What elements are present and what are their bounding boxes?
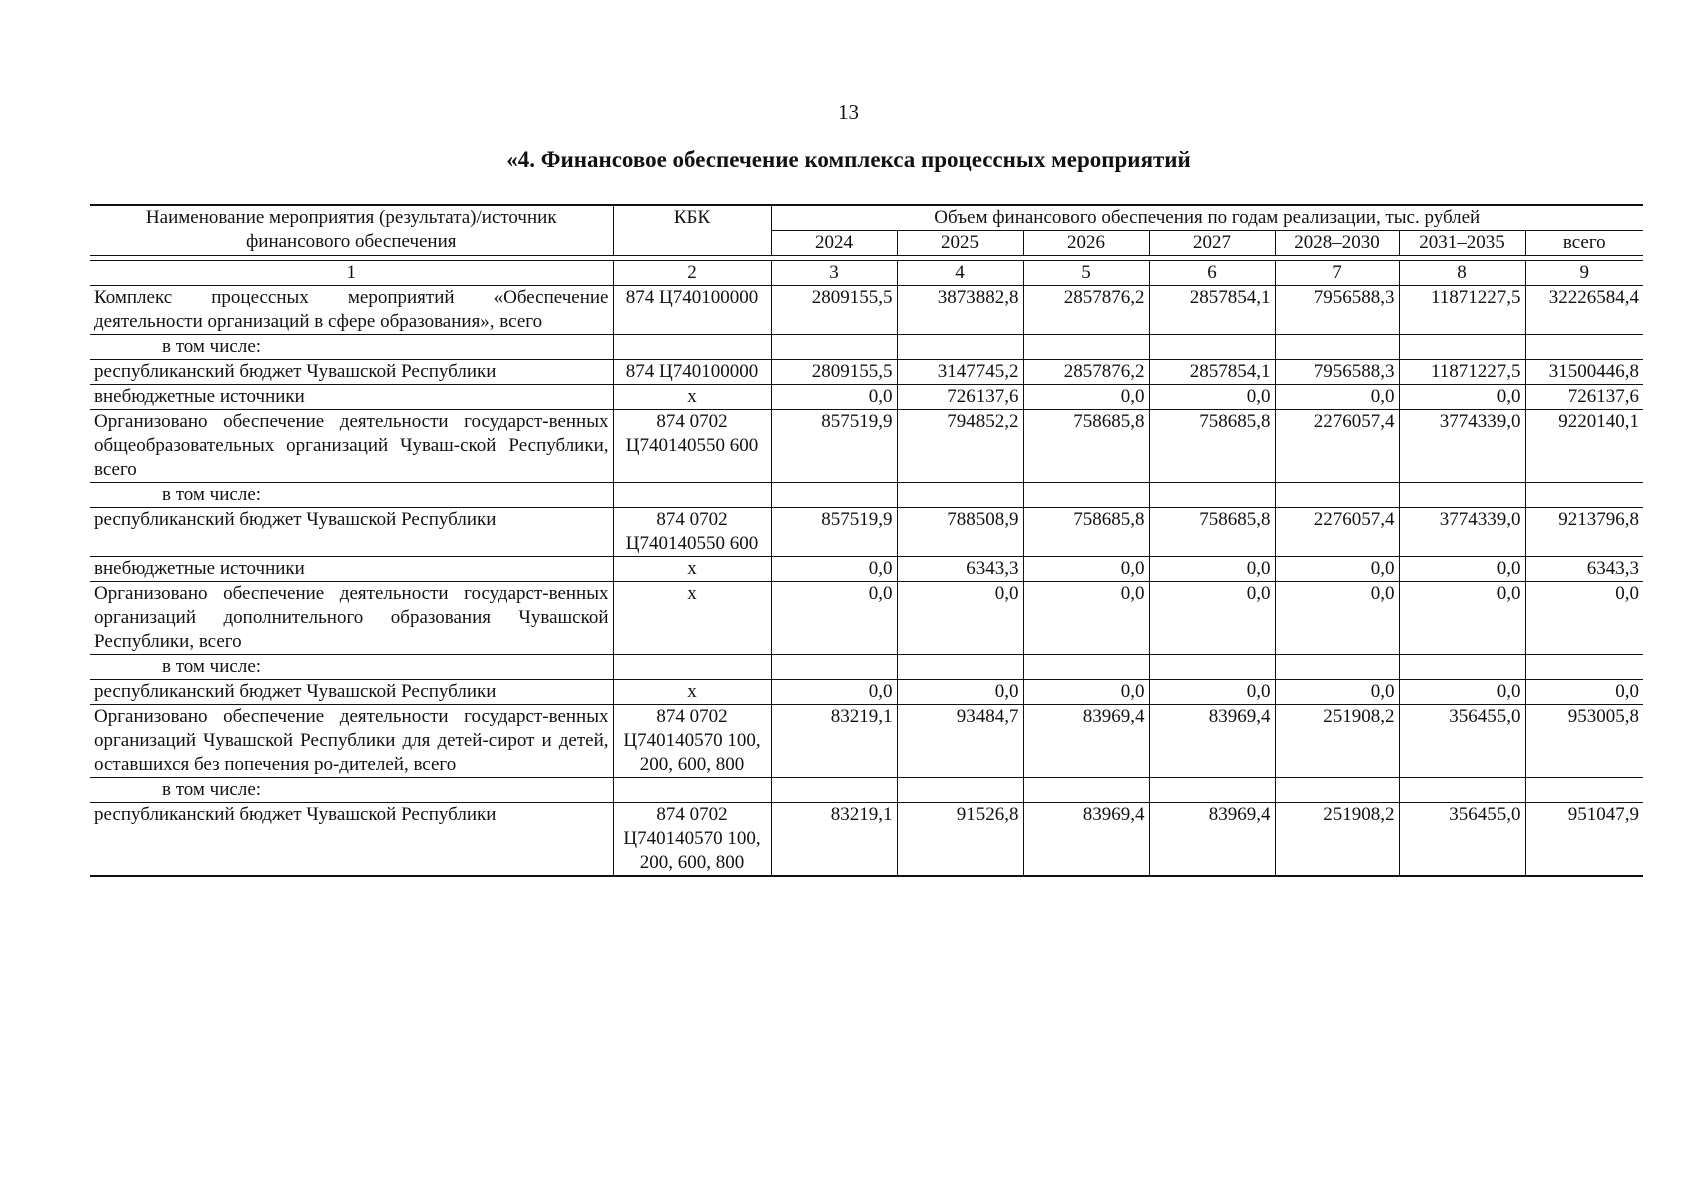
row-total	[1525, 655, 1643, 680]
row-value: 857519,9	[771, 508, 897, 557]
row-value: 0,0	[1399, 385, 1525, 410]
row-value: 2857854,1	[1149, 360, 1275, 385]
row-total: 9213796,8	[1525, 508, 1643, 557]
including-label: в том числе:	[90, 655, 613, 680]
page-number: 13	[838, 100, 859, 124]
row-kbk: 874 0702 Ц740140550 600	[613, 508, 771, 557]
table-row	[90, 410, 1643, 483]
row-value: 3873882,8	[897, 286, 1023, 335]
row-value	[897, 335, 1023, 360]
row-value: 83969,4	[1023, 705, 1149, 778]
row-value	[1023, 483, 1149, 508]
column-number: 9	[1525, 261, 1643, 286]
row-name: Организовано обеспечение деятельности государст-венных организаций дополнительного образования Чувашской Республики, всего	[90, 582, 613, 655]
row-value: 93484,7	[897, 705, 1023, 778]
row-total: 953005,8	[1525, 705, 1643, 778]
row-value: 6343,3	[897, 557, 1023, 582]
row-value: 794852,2	[897, 410, 1023, 483]
row-value: 0,0	[771, 557, 897, 582]
row-kbk	[613, 335, 771, 360]
table-row	[90, 582, 1643, 655]
row-value: 83969,4	[1149, 803, 1275, 877]
table-row	[90, 705, 1643, 778]
row-value: 0,0	[897, 680, 1023, 705]
row-kbk: 874 0702 Ц740140550 600	[613, 410, 771, 483]
row-value: 2857854,1	[1149, 286, 1275, 335]
row-value: 2276057,4	[1275, 410, 1399, 483]
row-value: 758685,8	[1023, 410, 1149, 483]
row-kbk	[613, 655, 771, 680]
table-row	[90, 286, 1643, 335]
column-number: 4	[897, 261, 1023, 286]
table-row	[90, 360, 1643, 385]
row-value: 91526,8	[897, 803, 1023, 877]
row-value	[1399, 778, 1525, 803]
row-total: 6343,3	[1525, 557, 1643, 582]
row-value	[1023, 778, 1149, 803]
column-number: 2	[613, 261, 771, 286]
column-number: 3	[771, 261, 897, 286]
row-value	[1149, 655, 1275, 680]
header-volume-group: Объем финансового обеспечения по годам реализации, тыс. рублей	[771, 205, 1643, 231]
header-year: 2027	[1149, 231, 1275, 256]
row-value: 0,0	[1399, 680, 1525, 705]
row-value: 3147745,2	[897, 360, 1023, 385]
row-value: 2276057,4	[1275, 508, 1399, 557]
row-name: внебюджетные источники	[90, 557, 613, 582]
row-value: 0,0	[1023, 557, 1149, 582]
row-value: 0,0	[1399, 582, 1525, 655]
table-body	[90, 286, 1643, 877]
row-total	[1525, 778, 1643, 803]
table-row	[90, 508, 1643, 557]
row-total: 0,0	[1525, 680, 1643, 705]
row-name: Комплекс процессных мероприятий «Обеспечение деятельности организаций в сфере образования», всего	[90, 286, 613, 335]
including-label: в том числе:	[90, 335, 613, 360]
header-name-column: Наименование мероприятия (результата)/источник финансового обеспечения	[90, 205, 613, 256]
row-value: 7956588,3	[1275, 360, 1399, 385]
row-value: 0,0	[897, 582, 1023, 655]
row-value	[897, 483, 1023, 508]
row-value	[897, 655, 1023, 680]
header-year: 2026	[1023, 231, 1149, 256]
row-value: 3774339,0	[1399, 410, 1525, 483]
row-total: 726137,6	[1525, 385, 1643, 410]
row-value: 83219,1	[771, 705, 897, 778]
row-value: 0,0	[771, 680, 897, 705]
row-value	[897, 778, 1023, 803]
row-name: республиканский бюджет Чувашской Республики	[90, 680, 613, 705]
header-year: 2028–2030	[1275, 231, 1399, 256]
column-number: 7	[1275, 261, 1399, 286]
row-value: 2809155,5	[771, 360, 897, 385]
row-value: 758685,8	[1149, 410, 1275, 483]
row-value	[771, 483, 897, 508]
table-row	[90, 335, 1643, 360]
row-kbk: 874 0702 Ц740140570 100, 200, 600, 800	[613, 803, 771, 877]
row-value: 0,0	[1399, 557, 1525, 582]
financing-table	[90, 204, 1643, 877]
row-value	[771, 778, 897, 803]
column-number: 5	[1023, 261, 1149, 286]
row-total	[1525, 483, 1643, 508]
row-value: 2809155,5	[771, 286, 897, 335]
row-value	[1275, 655, 1399, 680]
row-kbk	[613, 778, 771, 803]
header-total: всего	[1525, 231, 1643, 256]
table-row	[90, 778, 1643, 803]
row-kbk: 874 Ц740100000	[613, 360, 771, 385]
row-value	[1149, 335, 1275, 360]
row-value: 83969,4	[1149, 705, 1275, 778]
row-value: 0,0	[771, 582, 897, 655]
row-name: Организовано обеспечение деятельности государст-венных организаций Чувашской Республики для детей-сирот и детей, оставшихся без попечения ро-дителей, всего	[90, 705, 613, 778]
row-value: 758685,8	[1023, 508, 1149, 557]
column-number: 8	[1399, 261, 1525, 286]
table-row	[90, 803, 1643, 877]
row-value	[1399, 655, 1525, 680]
row-value: 0,0	[1023, 680, 1149, 705]
row-value: 0,0	[1149, 582, 1275, 655]
header-year: 2025	[897, 231, 1023, 256]
row-kbk: 874 Ц740100000	[613, 286, 771, 335]
row-value	[1149, 483, 1275, 508]
row-value: 0,0	[1275, 680, 1399, 705]
row-value: 251908,2	[1275, 705, 1399, 778]
row-name: Организовано обеспечение деятельности государст-венных общеобразовательных организаций Чуваш-ской Республики, всего	[90, 410, 613, 483]
row-total	[1525, 335, 1643, 360]
row-value: 0,0	[1149, 385, 1275, 410]
header-kbk-column: КБК	[613, 205, 771, 256]
row-value	[1399, 335, 1525, 360]
row-kbk: х	[613, 582, 771, 655]
row-value: 788508,9	[897, 508, 1023, 557]
row-value: 0,0	[1275, 557, 1399, 582]
row-value: 356455,0	[1399, 705, 1525, 778]
table-row	[90, 680, 1643, 705]
row-value	[1023, 655, 1149, 680]
row-total: 31500446,8	[1525, 360, 1643, 385]
row-value	[1275, 335, 1399, 360]
row-value	[1275, 483, 1399, 508]
row-value: 7956588,3	[1275, 286, 1399, 335]
row-name: республиканский бюджет Чувашской Республики	[90, 360, 613, 385]
row-value	[1275, 778, 1399, 803]
row-value: 2857876,2	[1023, 286, 1149, 335]
row-value: 83969,4	[1023, 803, 1149, 877]
row-kbk: 874 0702 Ц740140570 100, 200, 600, 800	[613, 705, 771, 778]
row-kbk: х	[613, 557, 771, 582]
row-value: 251908,2	[1275, 803, 1399, 877]
row-value: 11871227,5	[1399, 360, 1525, 385]
row-value: 0,0	[1275, 582, 1399, 655]
row-value: 0,0	[1023, 582, 1149, 655]
row-value: 0,0	[1023, 385, 1149, 410]
row-total: 0,0	[1525, 582, 1643, 655]
table-row	[90, 655, 1643, 680]
row-kbk: х	[613, 680, 771, 705]
including-label: в том числе:	[90, 483, 613, 508]
header-year: 2031–2035	[1399, 231, 1525, 256]
row-value	[1399, 483, 1525, 508]
row-value: 2857876,2	[1023, 360, 1149, 385]
row-name: республиканский бюджет Чувашской Республики	[90, 508, 613, 557]
including-label: в том числе:	[90, 778, 613, 803]
section-title: «4. Финансовое обеспечение комплекса процессных мероприятий	[506, 147, 1191, 172]
column-number: 6	[1149, 261, 1275, 286]
row-value: 0,0	[1149, 557, 1275, 582]
row-kbk	[613, 483, 771, 508]
row-value: 758685,8	[1149, 508, 1275, 557]
row-value	[771, 655, 897, 680]
header-year: 2024	[771, 231, 897, 256]
row-name: республиканский бюджет Чувашской Республики	[90, 803, 613, 877]
row-value: 726137,6	[897, 385, 1023, 410]
row-value: 0,0	[771, 385, 897, 410]
row-value	[771, 335, 897, 360]
row-value: 11871227,5	[1399, 286, 1525, 335]
row-total: 32226584,4	[1525, 286, 1643, 335]
row-value: 0,0	[1275, 385, 1399, 410]
row-value	[1023, 335, 1149, 360]
row-value: 356455,0	[1399, 803, 1525, 877]
row-value: 3774339,0	[1399, 508, 1525, 557]
row-total: 9220140,1	[1525, 410, 1643, 483]
row-value: 857519,9	[771, 410, 897, 483]
table-row	[90, 385, 1643, 410]
table-row	[90, 483, 1643, 508]
row-value	[1149, 778, 1275, 803]
row-total: 951047,9	[1525, 803, 1643, 877]
row-value: 0,0	[1149, 680, 1275, 705]
row-name: внебюджетные источники	[90, 385, 613, 410]
table-row	[90, 557, 1643, 582]
row-value: 83219,1	[771, 803, 897, 877]
column-number: 1	[90, 261, 613, 286]
row-kbk: х	[613, 385, 771, 410]
